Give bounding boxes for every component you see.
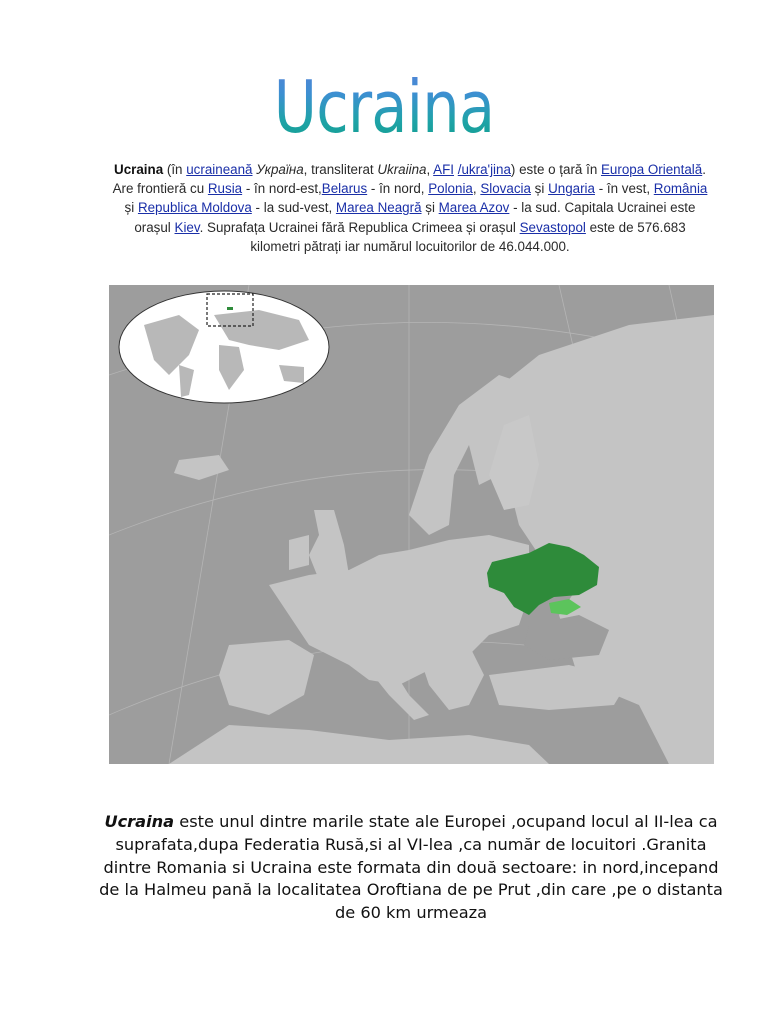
intro-text: , transliterat [303,162,378,177]
link-kiev[interactable]: Kiev [174,219,200,235]
native-name: Україна [256,162,304,177]
link-afi[interactable]: AFI [433,162,455,177]
transliteration: Ukraiina [377,162,427,177]
link-marea-neagra[interactable]: Marea Neagră [335,200,422,216]
link-marea-azov[interactable]: Marea Azov [438,200,510,216]
link-rusia[interactable]: Rusia [207,181,243,197]
intro-text: și [421,200,439,216]
intro-text: . Suprafața Ucrainei fără Republica Crimeea și orașul [199,219,520,235]
body-lead: Ucraina [104,812,175,831]
world-inset-map [119,291,329,403]
link-ungaria[interactable]: Ungaria [548,181,595,197]
link-sevastopol[interactable]: Sevastopol [519,219,586,235]
intro-text: (în [163,162,187,177]
intro-text: - la sud-vest, [251,200,336,216]
intro-subject: Ucraina [114,162,164,177]
link-romania[interactable]: România [653,181,708,197]
page-title: Ucraina [69,62,699,152]
link-ucraineana[interactable]: ucraineană [186,162,253,177]
intro-text: este de 576.683 kilometri pătrați iar numărul locuitorilor de 46.044.000. [250,219,686,254]
intro-text: și [124,200,138,216]
intro-text: , [426,162,434,177]
intro-text: - la sud. Capitala Ucrainei este orașul [134,200,696,235]
intro-text: - în vest, [594,181,654,197]
intro-text: , [472,181,481,197]
intro-text: - în nord, [367,181,429,197]
body-paragraph [98,811,724,925]
link-polonia[interactable]: Polonia [428,181,473,197]
intro-text: - în nord-est, [242,181,322,197]
intro-paragraph [108,160,712,256]
link-republica-moldova[interactable]: Republica Moldova [137,200,252,216]
intro-text: . Are frontieră cu [112,162,706,197]
link-slovacia[interactable]: Slovacia [480,181,531,197]
ireland [289,535,309,570]
link-ipa[interactable]: /ukra'jina [457,162,511,177]
link-belarus[interactable]: Belarus [321,181,368,197]
link-europa-orientala[interactable]: Europa Orientală [600,162,703,177]
europe-locator-map [109,285,714,764]
body-text: este unul dintre marile state ale Europei ,ocupand locul al II-lea ca suprafata,dupa Federatia Rusă,si al VI-lea ,ca număr de locuitori .Granita dintre Romania si Ucraina este formata din două sectoare: in nord,incepand de la Halmeu pană la localitatea Oroftiana de pe Prut ,din care ,pe o distanta de 60 km urmeaza [99,812,723,923]
map-graphic [109,285,714,764]
intro-text: și [530,181,549,197]
intro-text: ) este o țară în [510,162,601,177]
